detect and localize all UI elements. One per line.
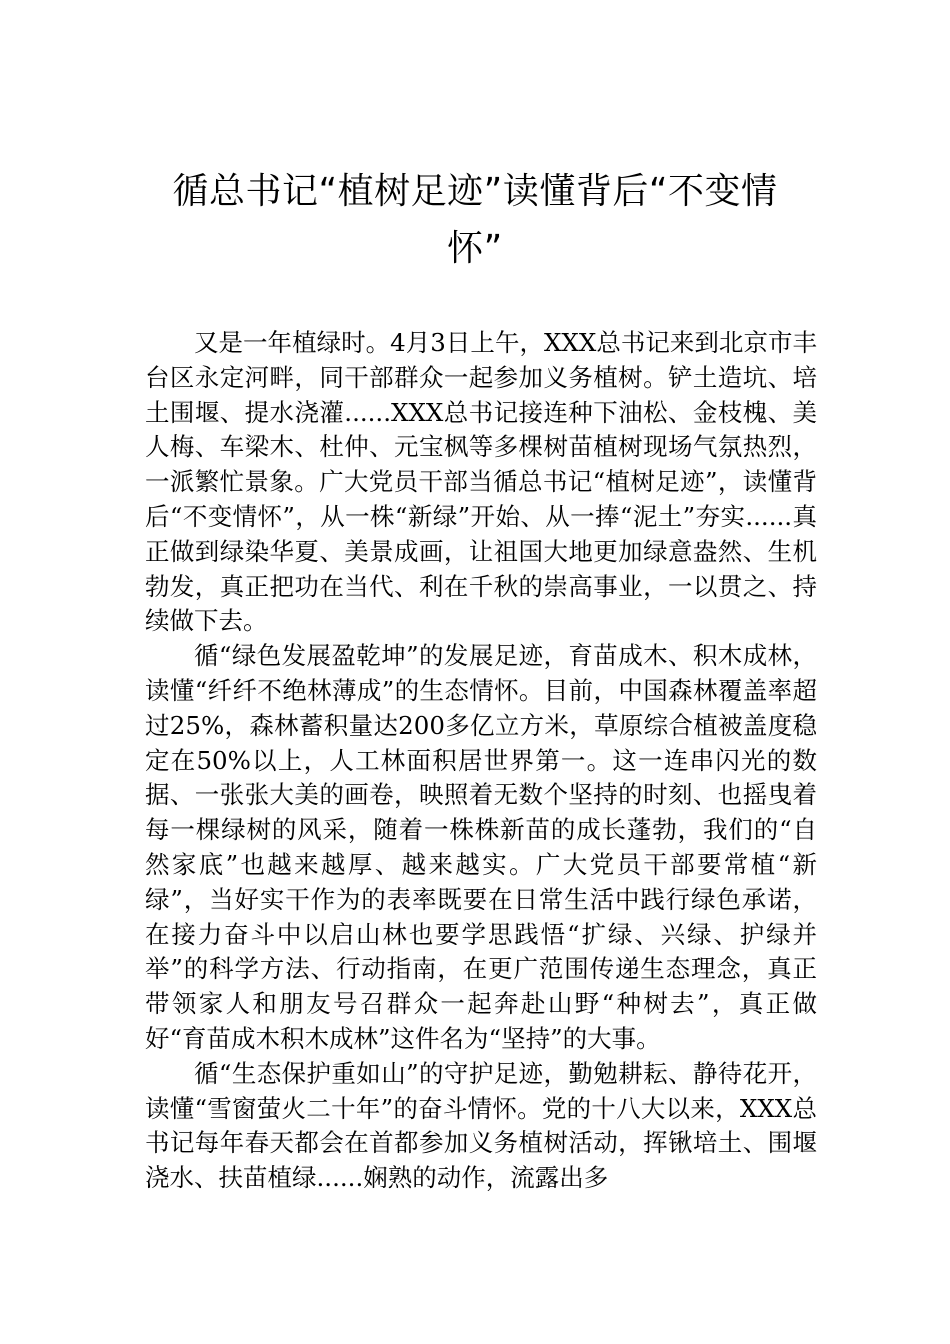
document-body xyxy=(145,326,817,1196)
paragraph-3: 循“生态保护重如山”的守护足迹，勤勉耕耘、静待花开，读懂“雪窗萤火二十年”的奋斗情怀。党的十八大以来，XXX总书记每年春天都会在首都参加义务植树活动，挥锹培土、围堰浇水、扶苗植绿......娴熟的动作，流露出多 xyxy=(145,1058,817,1193)
paragraph-1: 又是一年植绿时。4月3日上午，XXX总书记来到北京市丰台区永定河畔，同干部群众一起参加义务植树。铲土造坑、培土围堰、提水浇灌......XXX总书记接连种下油松、金枝槐、美人梅、车梁木、杜仲、元宝枫等多棵树苗植树现场气氛热烈，一派繁忙景象。广大党员干部当循总书记“植树足迹”，读懂背后“不变情怀”，从一株“新绿”开始、从一捧“泥土”夯实......真正做到绿染华夏、美景成画，让祖国大地更加绿意盎然、生机勃发，真正把功在当代、利在千秋的崇高事业，一以贯之、持续做下去。 xyxy=(145,328,817,636)
paragraph-2: 循“绿色发展盈乾坤”的发展足迹，育苗成木、积木成林，读懂“纤纤不绝林薄成”的生态情怀。目前，中国森林覆盖率超过25%，森林蓄积量达200多亿立方米，草原综合植被盖度稳定在50%以上，人工林面积居世界第一。这一连串闪光的数据、一张张大美的画卷，映照着无数个坚持的时刻、也摇曳着每一棵绿树的风采，随着一株株新苗的成长蓬勃，我们的“自然家底”也越来越厚、越来越实。广大党员干部要常植“新绿”，当好实干作为的表率既要在日常生活中践行绿色承诺，在接力奋斗中以启山林也要学思践悟“扩绿、兴绿、护绿并举”的科学方法、行动指南，在更广范围传递生态理念，真正带领家人和朋友号召群众一起奔赴山野“种树去”，真正做好“育苗成木积木成林”这件名为“坚持”的大事。 xyxy=(145,641,817,1053)
document-title: 循总书记“植树足迹”读懂背后“不变情怀” xyxy=(172,171,778,269)
